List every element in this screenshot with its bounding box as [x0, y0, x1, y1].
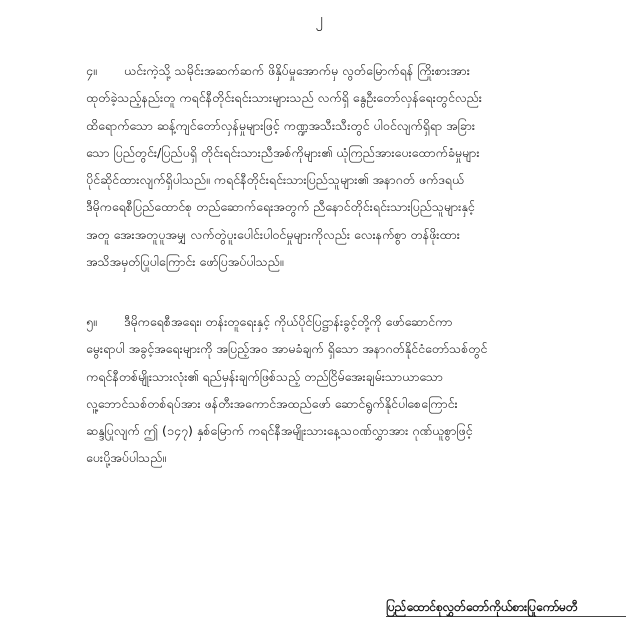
paragraph-5 [86, 308, 562, 472]
paragraph-line: မွေးရာပါ အခွင့်အရေးများကို အပြည့်အဝ အာမခံချက် ရှိသော အနာဂတ်နိုင်ငံတော်သစ်တွင် [86, 341, 488, 357]
paragraph-line: ကရင်နီတစ်မျိုးသားလုံး၏ ရည်မှန်းချက်ဖြစ်သည့် တည်ငြိမ်အေးချမ်းသာယာသော [86, 368, 443, 384]
paragraph-4 [86, 57, 562, 275]
paragraph-line: သော ပြည်တွင်း/ပြည်ပရှိ တိုင်းရင်းသားညီအစ်ကိုများ၏ ယုံကြည်အားပေးထောက်ခံမှုများ [86, 144, 480, 160]
paragraph-line: ပေးပို့အပ်ပါသည်။ [86, 450, 167, 466]
page-number: ၂ [315, 10, 323, 28]
paragraph-line: ထိရောက်သော ဆန့်ကျင်တော်လှန်မှုများဖြင့် ကဏ္ဍအသီးသီးတွင် ပါဝင်လျက်ရှိရာ အခြား [86, 117, 476, 133]
paragraph-text: ဒီမိုကရေစီအရေး၊ တန်းတူရေးနှင့် ကိုယ်ပိုင်ပြဋ္ဌာန်းခွင့်တို့ကို ဖော်ဆောင်ကာ [124, 314, 453, 329]
paragraph-line: လူ့ဘောင်သစ်တစ်ရပ်အား ဖန်တီးအကောင်အထည်ဖော် ဆောင်ရွက်နိုင်ပါစေကြောင်း [86, 395, 458, 411]
paragraph-number: ၄။ [86, 63, 97, 78]
paragraph-line: ပိုင်ဆိုင်ထားလျက်ရှိပါသည်။ ကရင်နီတိုင်းရင်းသားပြည်သူများ၏ အနာဂတ် ဖက်ဒရယ် [86, 172, 465, 188]
paragraph-line: ထုတ်ခဲ့သည့်နည်းတူ ကရင်နီတိုင်းရင်းသားများသည် လက်ရှိ နွေဦးတော်လှန်ရေးတွင်လည်း [86, 90, 482, 106]
paragraph-text: ယင်းကဲ့သို့ သမိုင်းအဆက်ဆက် ဖိနှိပ်မှုအောက်မှ လွတ်မြောက်ရန် ကြိုးစားအား [124, 63, 470, 78]
paragraph-line [86, 57, 562, 84]
paragraph-line: အသိအမှတ်ပြုပါကြောင်း ဖော်ပြအပ်ပါသည်။ [86, 254, 284, 270]
paragraph-number: ၅။ [86, 314, 97, 329]
signature-committee: ပြည်ထောင်စုလွှတ်တော်ကိုယ်စားပြုကော်မတီ [386, 598, 626, 617]
paragraph-line [86, 308, 562, 335]
paragraph-line: အတူ အေးအတူပူအမျှ လက်တွဲပူးပေါင်းပါဝင်မှုများကိုလည်း လေးနက်စွာ တန်ဖိုးထား [86, 226, 460, 242]
paragraph-line: ဆန္ဒပြုလျက် ဤ (၁၄၇) နှစ်မြောက် ကရင်နီအမျိုးသားနေ့သဝဏ်လွှာအား ဂုဏ်ယူစွာဖြင့် [86, 423, 473, 439]
paragraph-line: ဒီမိုကရေစီပြည်ထောင်စု တည်ဆောက်ရေးအတွက် ညီနောင်တိုင်းရင်းသားပြည်သူများနှင့် [86, 199, 475, 215]
